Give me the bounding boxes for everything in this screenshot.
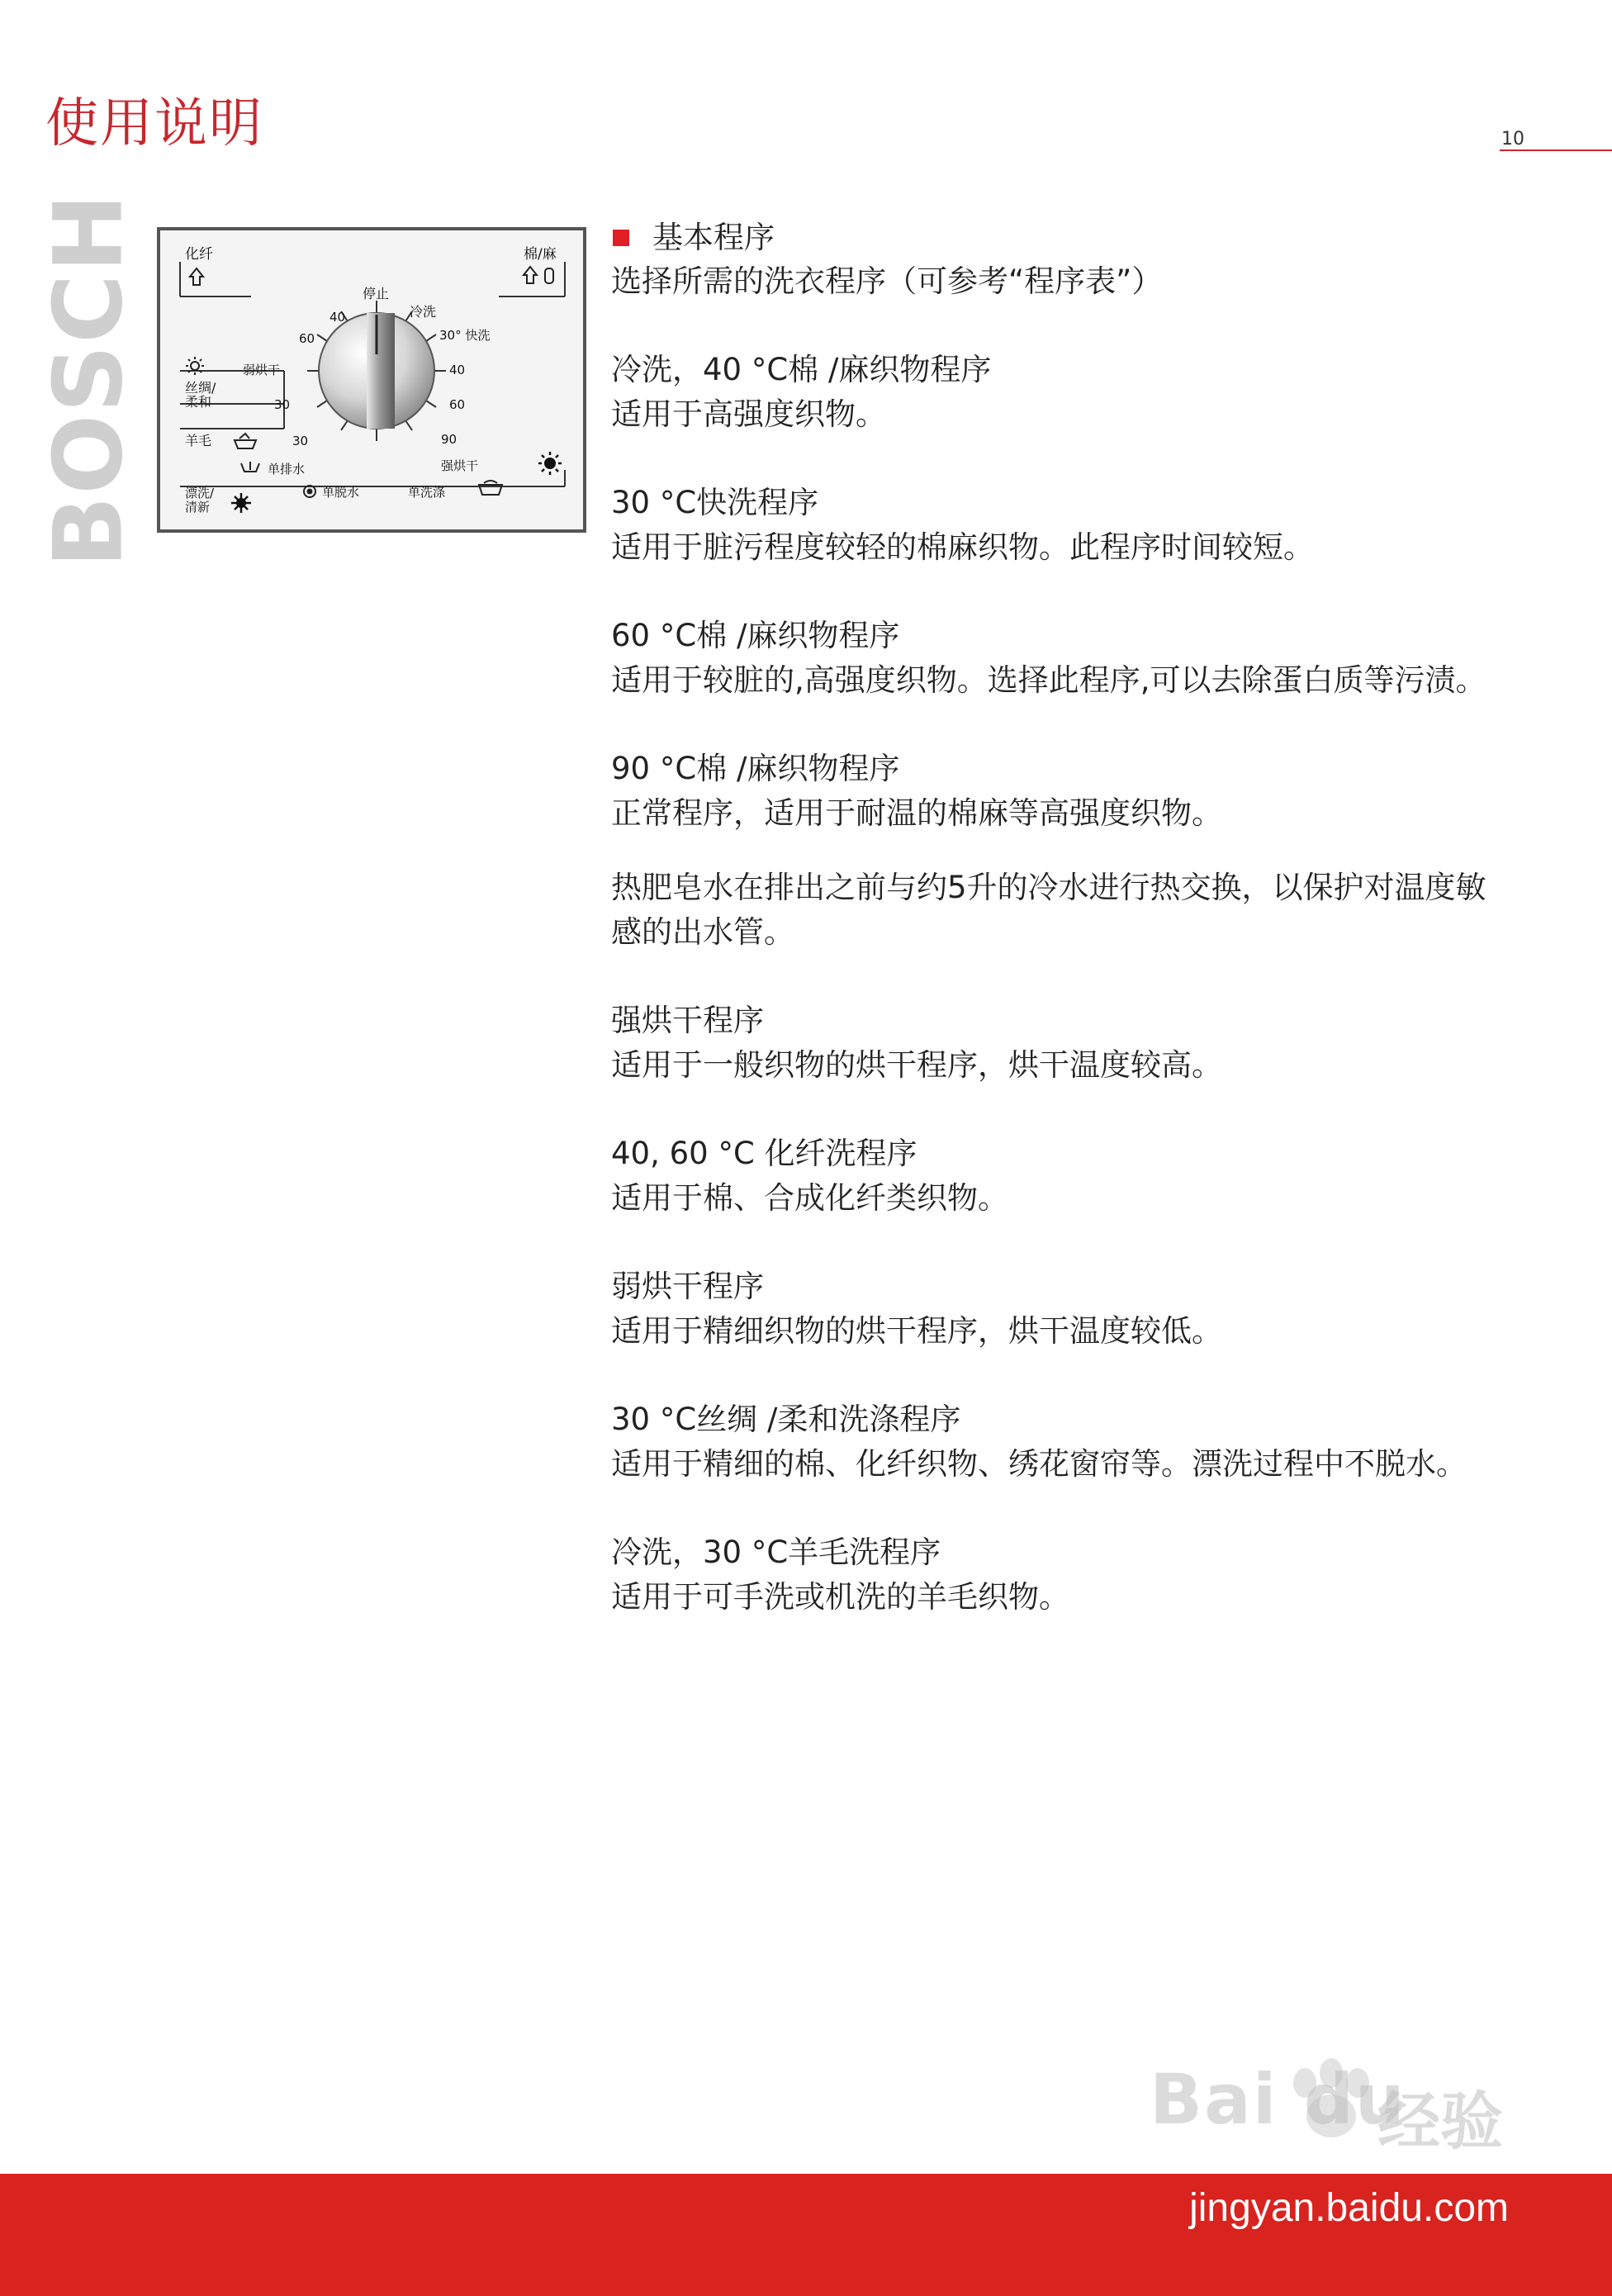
program-descriptions (611, 216, 1561, 1620)
program-dial-diagram (160, 230, 583, 529)
section-desc: 适用于精细织物的烘干程序，烘干温度较低。 (611, 1313, 1222, 1349)
watermark-logo-cn: 经验 (1377, 2085, 1503, 2158)
strong-dry-sun-icon (538, 452, 562, 475)
weak-dry-sun-icon (186, 357, 204, 375)
wash-tub-icon (479, 481, 502, 495)
dial-label-wash-only: 单洗涤 (408, 485, 446, 500)
bullet-square-icon (613, 230, 629, 246)
knob-grip (367, 313, 395, 429)
rinse-refresh-icon (231, 493, 251, 513)
cotton-garment-icon (524, 267, 553, 283)
section-title: 冷洗，30 °C羊毛洗程序 (611, 1535, 941, 1570)
dial-label-cold: 冷洗 (410, 304, 437, 320)
row-label-rinse: 漂洗/ (185, 486, 215, 500)
section-title: 弱烘干程序 (611, 1269, 764, 1304)
group-label-synthetic: 化纤 (185, 246, 213, 263)
dial-label-drain-only: 单排水 (268, 462, 306, 477)
page-title: 使用说明 (45, 93, 263, 154)
header-rule (1500, 149, 1612, 151)
spin-icon (304, 486, 315, 497)
section-title: 30 °C丝绸 /柔和洗涤程序 (611, 1402, 961, 1437)
dial-label-60-left: 60 (299, 331, 315, 346)
row-label-silk: 丝绸/ (185, 380, 216, 396)
heat-exchange-note: 热肥皂水在排出之前与约5升的冷水进行热交换，以保护对温度敏感的出水管。 (611, 870, 1486, 950)
section-desc: 适用于精细的棉、化纤织物、绣花窗帘等。漂洗过程中不脱水。 (611, 1446, 1467, 1482)
section-desc: 适用于较脏的,高强度织物。选择此程序,可以去除蛋白质等污渍。 (611, 662, 1486, 698)
dial-label-90: 90 (441, 432, 458, 447)
section-desc: 适用于脏污程度较轻的棉麻织物。此程序时间较短。 (611, 529, 1314, 565)
basic-program-desc: 选择所需的洗衣程序（可参考“程序表”） (611, 263, 1163, 299)
dial-label-40-left: 40 (330, 310, 346, 325)
dial-label-30-silk: 30 (274, 397, 291, 412)
group-label-cotton: 棉/麻 (524, 246, 557, 263)
footer-site-link[interactable]: jingyan.baidu.com (1189, 2186, 1509, 2230)
row-label-refresh: 清新 (185, 500, 211, 515)
brand-logo-vertical (33, 192, 144, 568)
page-number: 10 (1501, 129, 1524, 149)
dial-label-quick: 30° 快洗 (439, 328, 491, 343)
basic-program-heading (611, 216, 1561, 259)
section-title: 30 °C快洗程序 (611, 485, 819, 520)
section-desc: 适用于可手洗或机洗的羊毛织物。 (611, 1579, 1069, 1615)
shirt-icon (190, 268, 203, 285)
section-title: 强烘干程序 (611, 1003, 764, 1038)
section-title: 冷洗，40 °C棉 /麻织物程序 (611, 352, 992, 387)
program-dial-panel (157, 227, 586, 533)
dial-label-40-right: 40 (449, 363, 466, 377)
dial-label-30-wool: 30 (292, 434, 309, 448)
handwash-basin-icon (235, 434, 256, 448)
row-label-wool: 羊毛 (185, 433, 212, 448)
section-desc: 适用于棉、合成化纤类织物。 (611, 1180, 1008, 1216)
dial-label-weak-dry: 弱烘干 (243, 363, 281, 377)
dial-label-strong-dry: 强烘干 (441, 458, 479, 473)
brand-text: BOSCH (33, 192, 144, 568)
section-title: 40, 60 °C 化纤洗程序 (611, 1136, 917, 1171)
dial-label-stop: 停止 (363, 286, 390, 301)
dial-label-spin-only: 单脱水 (322, 485, 360, 500)
section-desc: 正常程序，适用于耐温的棉麻等高强度织物。 (611, 795, 1222, 831)
row-label-gentle: 柔和 (185, 394, 212, 410)
section-title: 90 °C棉 /麻织物程序 (611, 751, 900, 786)
drain-icon (241, 462, 259, 472)
section-title: 60 °C棉 /麻织物程序 (611, 618, 900, 653)
section-desc: 适用于一般织物的烘干程序，烘干温度较高。 (611, 1047, 1222, 1083)
dial-label-60-right: 60 (449, 397, 466, 412)
basic-program-title: 基本程序 (652, 220, 775, 255)
section-desc: 适用于高强度织物。 (611, 396, 886, 432)
watermark-logo-text: Bai du (1150, 2059, 1406, 2140)
